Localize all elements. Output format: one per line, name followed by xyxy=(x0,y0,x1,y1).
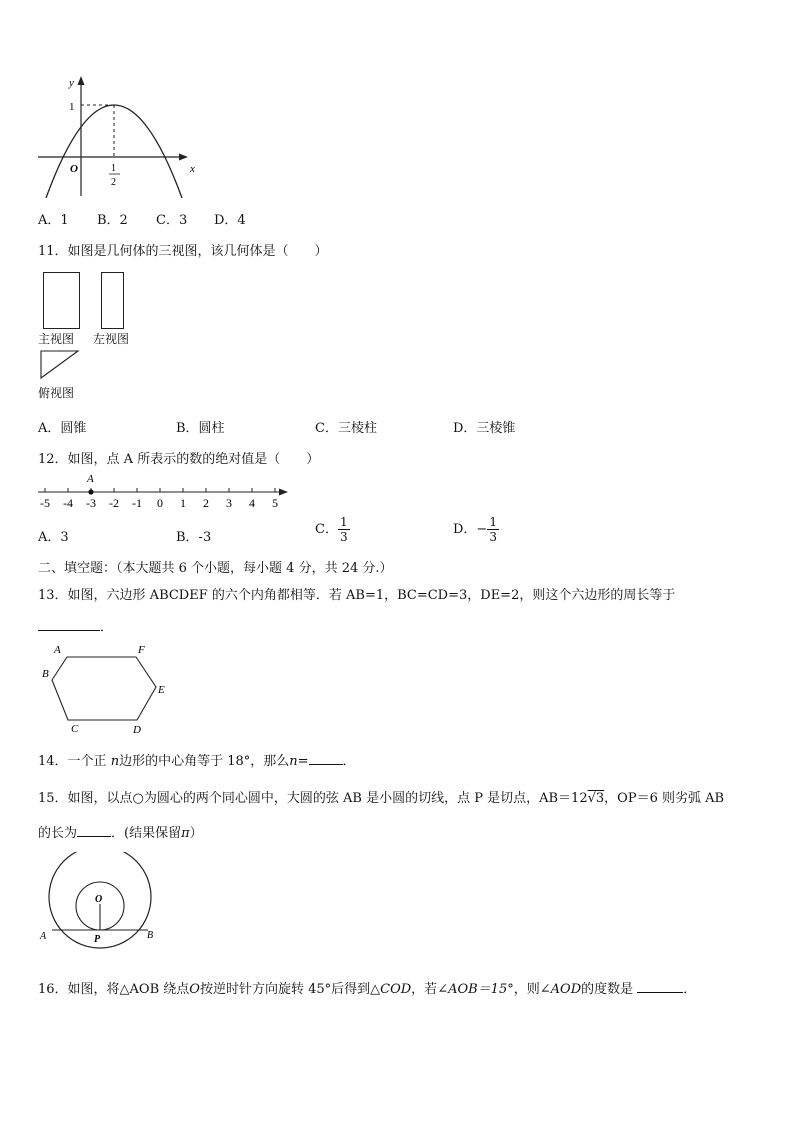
x-axis-label: x xyxy=(190,163,195,175)
q12-option-d-fraction: $\frac{1}{3}$ xyxy=(489,515,497,544)
q10-option-c[interactable]: C．3 xyxy=(156,213,188,228)
front-view-rect xyxy=(43,272,80,329)
q10-option-b[interactable]: B．2 xyxy=(97,213,128,228)
origin-label: O xyxy=(70,163,78,175)
q14-end: ． xyxy=(342,754,356,769)
y-axis-label: y xyxy=(69,77,74,89)
q16-angle2: ∠AOD xyxy=(539,982,582,997)
q15-line2-a: 的长为 xyxy=(38,826,78,841)
number-line-tick-label: 2 xyxy=(203,496,209,510)
hex-label-c: C xyxy=(71,723,79,735)
q15-line2-c: ） xyxy=(189,826,203,841)
number-line-tick-label: -1 xyxy=(132,496,142,510)
hex-label-f: F xyxy=(138,644,145,656)
front-view-label: 主视图 xyxy=(38,332,75,346)
y-tick-label: 1 xyxy=(69,101,75,113)
number-line-tick-label: 4 xyxy=(249,496,255,510)
q16-end: ． xyxy=(683,982,697,997)
q16-text-a: 16．如图，将△AOB 绕点 xyxy=(38,982,190,997)
circle-label-p: P xyxy=(94,934,101,945)
top-view-triangle xyxy=(40,350,80,380)
q15-line1 xyxy=(38,787,724,806)
q16-o: O xyxy=(189,982,200,997)
q13-stem: 13．如图，六边形 ABCDEF 的六个内角都相等．若 AB=1，BC=CD=3，DE=2，则这个六边形的周长等于 xyxy=(38,588,676,603)
q13-blank[interactable] xyxy=(38,618,100,631)
q15-ab: AB＝12 xyxy=(539,791,588,806)
hexagon-figure xyxy=(36,640,186,740)
q13-end: ． xyxy=(100,620,114,635)
x-tick-numerator: 1 xyxy=(111,163,116,174)
q12-stem: 12．如图，点 A 所表示的数的绝对值是（ ） xyxy=(38,452,320,467)
q14-n: n xyxy=(110,754,120,769)
number-line-tick-label: -4 xyxy=(63,496,73,510)
q14-blank[interactable] xyxy=(309,752,343,765)
q15-line2-b: ．(结果保留 xyxy=(111,826,182,841)
q12-option-c-prefix: C． xyxy=(315,522,338,537)
q14-text-before: 14．一个正 xyxy=(38,754,107,769)
hex-label-b: B xyxy=(42,668,49,680)
q10-option-a[interactable]: A．1 xyxy=(38,213,69,228)
q12-option-b[interactable]: B．-3 xyxy=(176,530,212,545)
q15-blank[interactable] xyxy=(77,824,111,837)
number-line-tick-label: -5 xyxy=(40,496,50,510)
number-line-tick-label: -2 xyxy=(109,496,119,510)
circle-label-b: B xyxy=(147,930,154,941)
hex-label-a: A xyxy=(54,644,61,656)
q16-text-e: 的度数是 xyxy=(581,982,634,997)
x-tick-denominator: 2 xyxy=(111,177,116,188)
number-line-tick-label: 0 xyxy=(157,496,163,510)
q15-text: 15．如图，以点○为圆心的两个同心圆中，大圆的弦 AB 是小圆的切线，点 P 是切点， xyxy=(38,791,540,806)
q11-option-a[interactable]: A．圆锥 xyxy=(38,421,87,436)
q14-text-middle: 边形的中心角等于 18°，那么 xyxy=(119,754,290,769)
q12-option-c[interactable] xyxy=(315,515,350,544)
q10-option-d[interactable]: D．4 xyxy=(214,213,246,228)
q14-stem[interactable] xyxy=(38,750,356,769)
q15-sqrt: √3 xyxy=(587,791,605,806)
q14-eq: = xyxy=(297,754,309,769)
q15-line2[interactable] xyxy=(38,822,203,841)
q15-op: ，OP＝6 则劣弧 AB xyxy=(604,791,725,806)
number-line-tick-label: 3 xyxy=(226,496,232,510)
q12-option-d[interactable] xyxy=(453,515,499,544)
q16-cod: △COD xyxy=(370,982,412,997)
q12-option-d-prefix: D．− xyxy=(453,522,488,537)
q16-text-d: ，则 xyxy=(513,982,540,997)
point-a-label: A xyxy=(87,473,94,485)
q16-stem[interactable] xyxy=(38,978,696,997)
number-line xyxy=(36,470,296,512)
circle-label-o: O xyxy=(95,894,103,905)
number-line-tick-label: 5 xyxy=(272,496,278,510)
side-view-label: 左视图 xyxy=(93,332,130,346)
q11-option-d[interactable]: D．三棱锥 xyxy=(453,421,516,436)
q15-pi: π xyxy=(181,826,190,841)
side-view-rect xyxy=(101,272,124,329)
q11-option-c[interactable]: C．三棱柱 xyxy=(315,421,377,436)
q16-text-b: 按逆时针方向旋转 45°后得到 xyxy=(199,982,371,997)
number-line-tick-label: -3 xyxy=(86,496,96,510)
q14-n2: n xyxy=(289,754,298,769)
q11-option-b[interactable]: B．圆柱 xyxy=(176,421,225,436)
q16-blank[interactable] xyxy=(637,980,683,993)
q13-answer-line[interactable] xyxy=(38,616,113,635)
circle-label-a: A xyxy=(40,931,47,942)
q16-text-c: ，若 xyxy=(411,982,438,997)
q11-stem: 11．如图是几何体的三视图，该几何体是（ ） xyxy=(38,244,328,259)
q12-option-a[interactable]: A．3 xyxy=(38,530,69,545)
q12-option-c-fraction: $\frac{1}{3}$ xyxy=(339,515,348,544)
section-heading: 二、填空题：（本大题共 6 个小题，每小题 4 分，共 24 分.） xyxy=(38,561,393,576)
top-view-label: 俯视图 xyxy=(38,386,75,400)
hex-label-d: D xyxy=(133,724,141,736)
number-line-tick-label: 1 xyxy=(180,496,186,510)
parabola-graph xyxy=(36,74,206,198)
q16-angle1: ∠AOB＝15° xyxy=(437,982,514,997)
hex-label-e: E xyxy=(158,684,165,696)
concentric-circles-figure xyxy=(36,852,166,952)
